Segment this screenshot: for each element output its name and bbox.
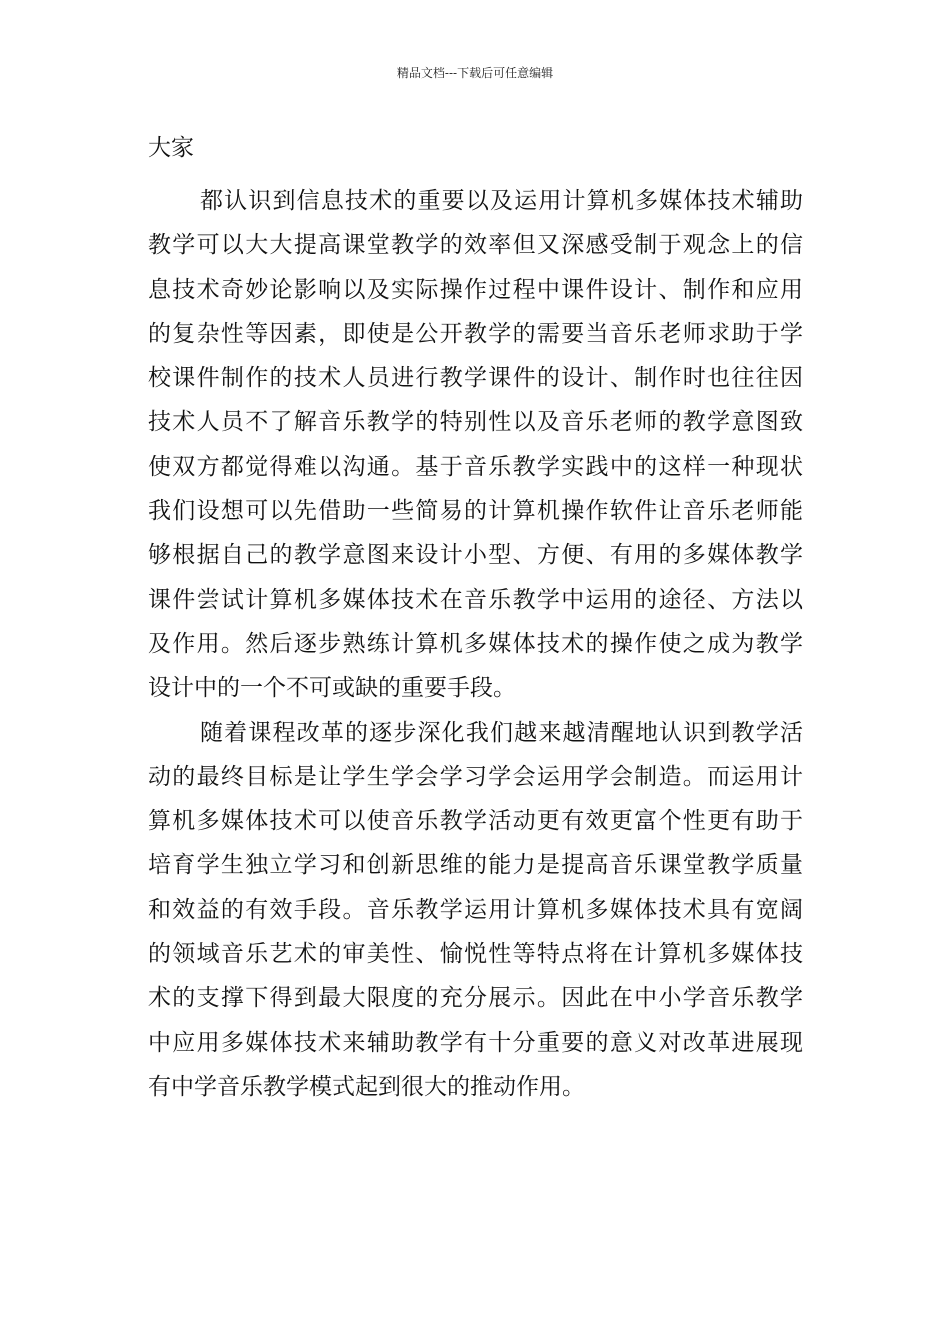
paragraph-line: 设计中的一个不可或缺的重要手段。: [148, 675, 516, 702]
paragraph-line: 动的最终目标是让学生学会学习学会运用学会制造。而运用计: [148, 763, 803, 790]
paragraph-line: 术的支撑下得到最大限度的充分展示。因此在中小学音乐教学: [148, 985, 803, 1012]
lead-text: 大家: [148, 135, 194, 161]
paragraph-2: [148, 711, 803, 1110]
paragraph-line: 我们设想可以先借助一些简易的计算机操作软件让音乐老师能: [148, 498, 803, 525]
paragraph-line: 和效益的有效手段。音乐教学运用计算机多媒体技术具有宽阔: [148, 896, 803, 923]
paragraph-1: [148, 179, 803, 711]
paragraph-line: 算机多媒体技术可以使音乐教学活动更有效更富个性更有助于: [148, 808, 803, 835]
paragraph-line: 及作用。然后逐步熟练计算机多媒体技术的操作使之成为教学: [148, 630, 803, 657]
paragraph-line: 息技术奇妙论影响以及实际操作过程中课件设计、制作和应用: [148, 276, 803, 303]
paragraph-line: 校课件制作的技术人员进行教学课件的设计、制作时也往往因: [148, 365, 803, 392]
paragraph-line: 课件尝试计算机多媒体技术在音乐教学中运用的途径、方法以: [148, 586, 803, 613]
paragraph-line: 够根据自己的教学意图来设计小型、方便、有用的多媒体教学: [148, 542, 803, 569]
paragraph-line: 教学可以大大提高课堂教学的效率但又深感受制于观念上的信: [148, 232, 803, 259]
document-body: [148, 179, 803, 1109]
paragraph-line: 培育学生独立学习和创新思维的能力是提高音乐课堂教学质量: [148, 852, 803, 879]
paragraph-line: 随着课程改革的逐步深化我们越来越清醒地认识到教学活: [200, 719, 803, 746]
paragraph-line: 有中学音乐教学模式起到很大的推动作用。: [148, 1073, 585, 1100]
paragraph-line: 都认识到信息技术的重要以及运用计算机多媒体技术辅助: [200, 188, 803, 214]
page-header: 精品文档---下载后可任意编辑: [396, 66, 554, 80]
paragraph-line: 技术人员不了解音乐教学的特别性以及音乐老师的教学意图致: [148, 409, 803, 436]
paragraph-line: 使双方都觉得难以沟通。基于音乐教学实践中的这样一种现状: [148, 453, 803, 480]
paragraph-line: 的领域音乐艺术的审美性、愉悦性等特点将在计算机多媒体技: [148, 941, 803, 968]
paragraph-line: 中应用多媒体技术来辅助教学有十分重要的意义对改革进展现: [148, 1029, 803, 1056]
paragraph-line: 的复杂性等因素，即使是公开教学的需要当音乐老师求助于学: [148, 320, 803, 347]
